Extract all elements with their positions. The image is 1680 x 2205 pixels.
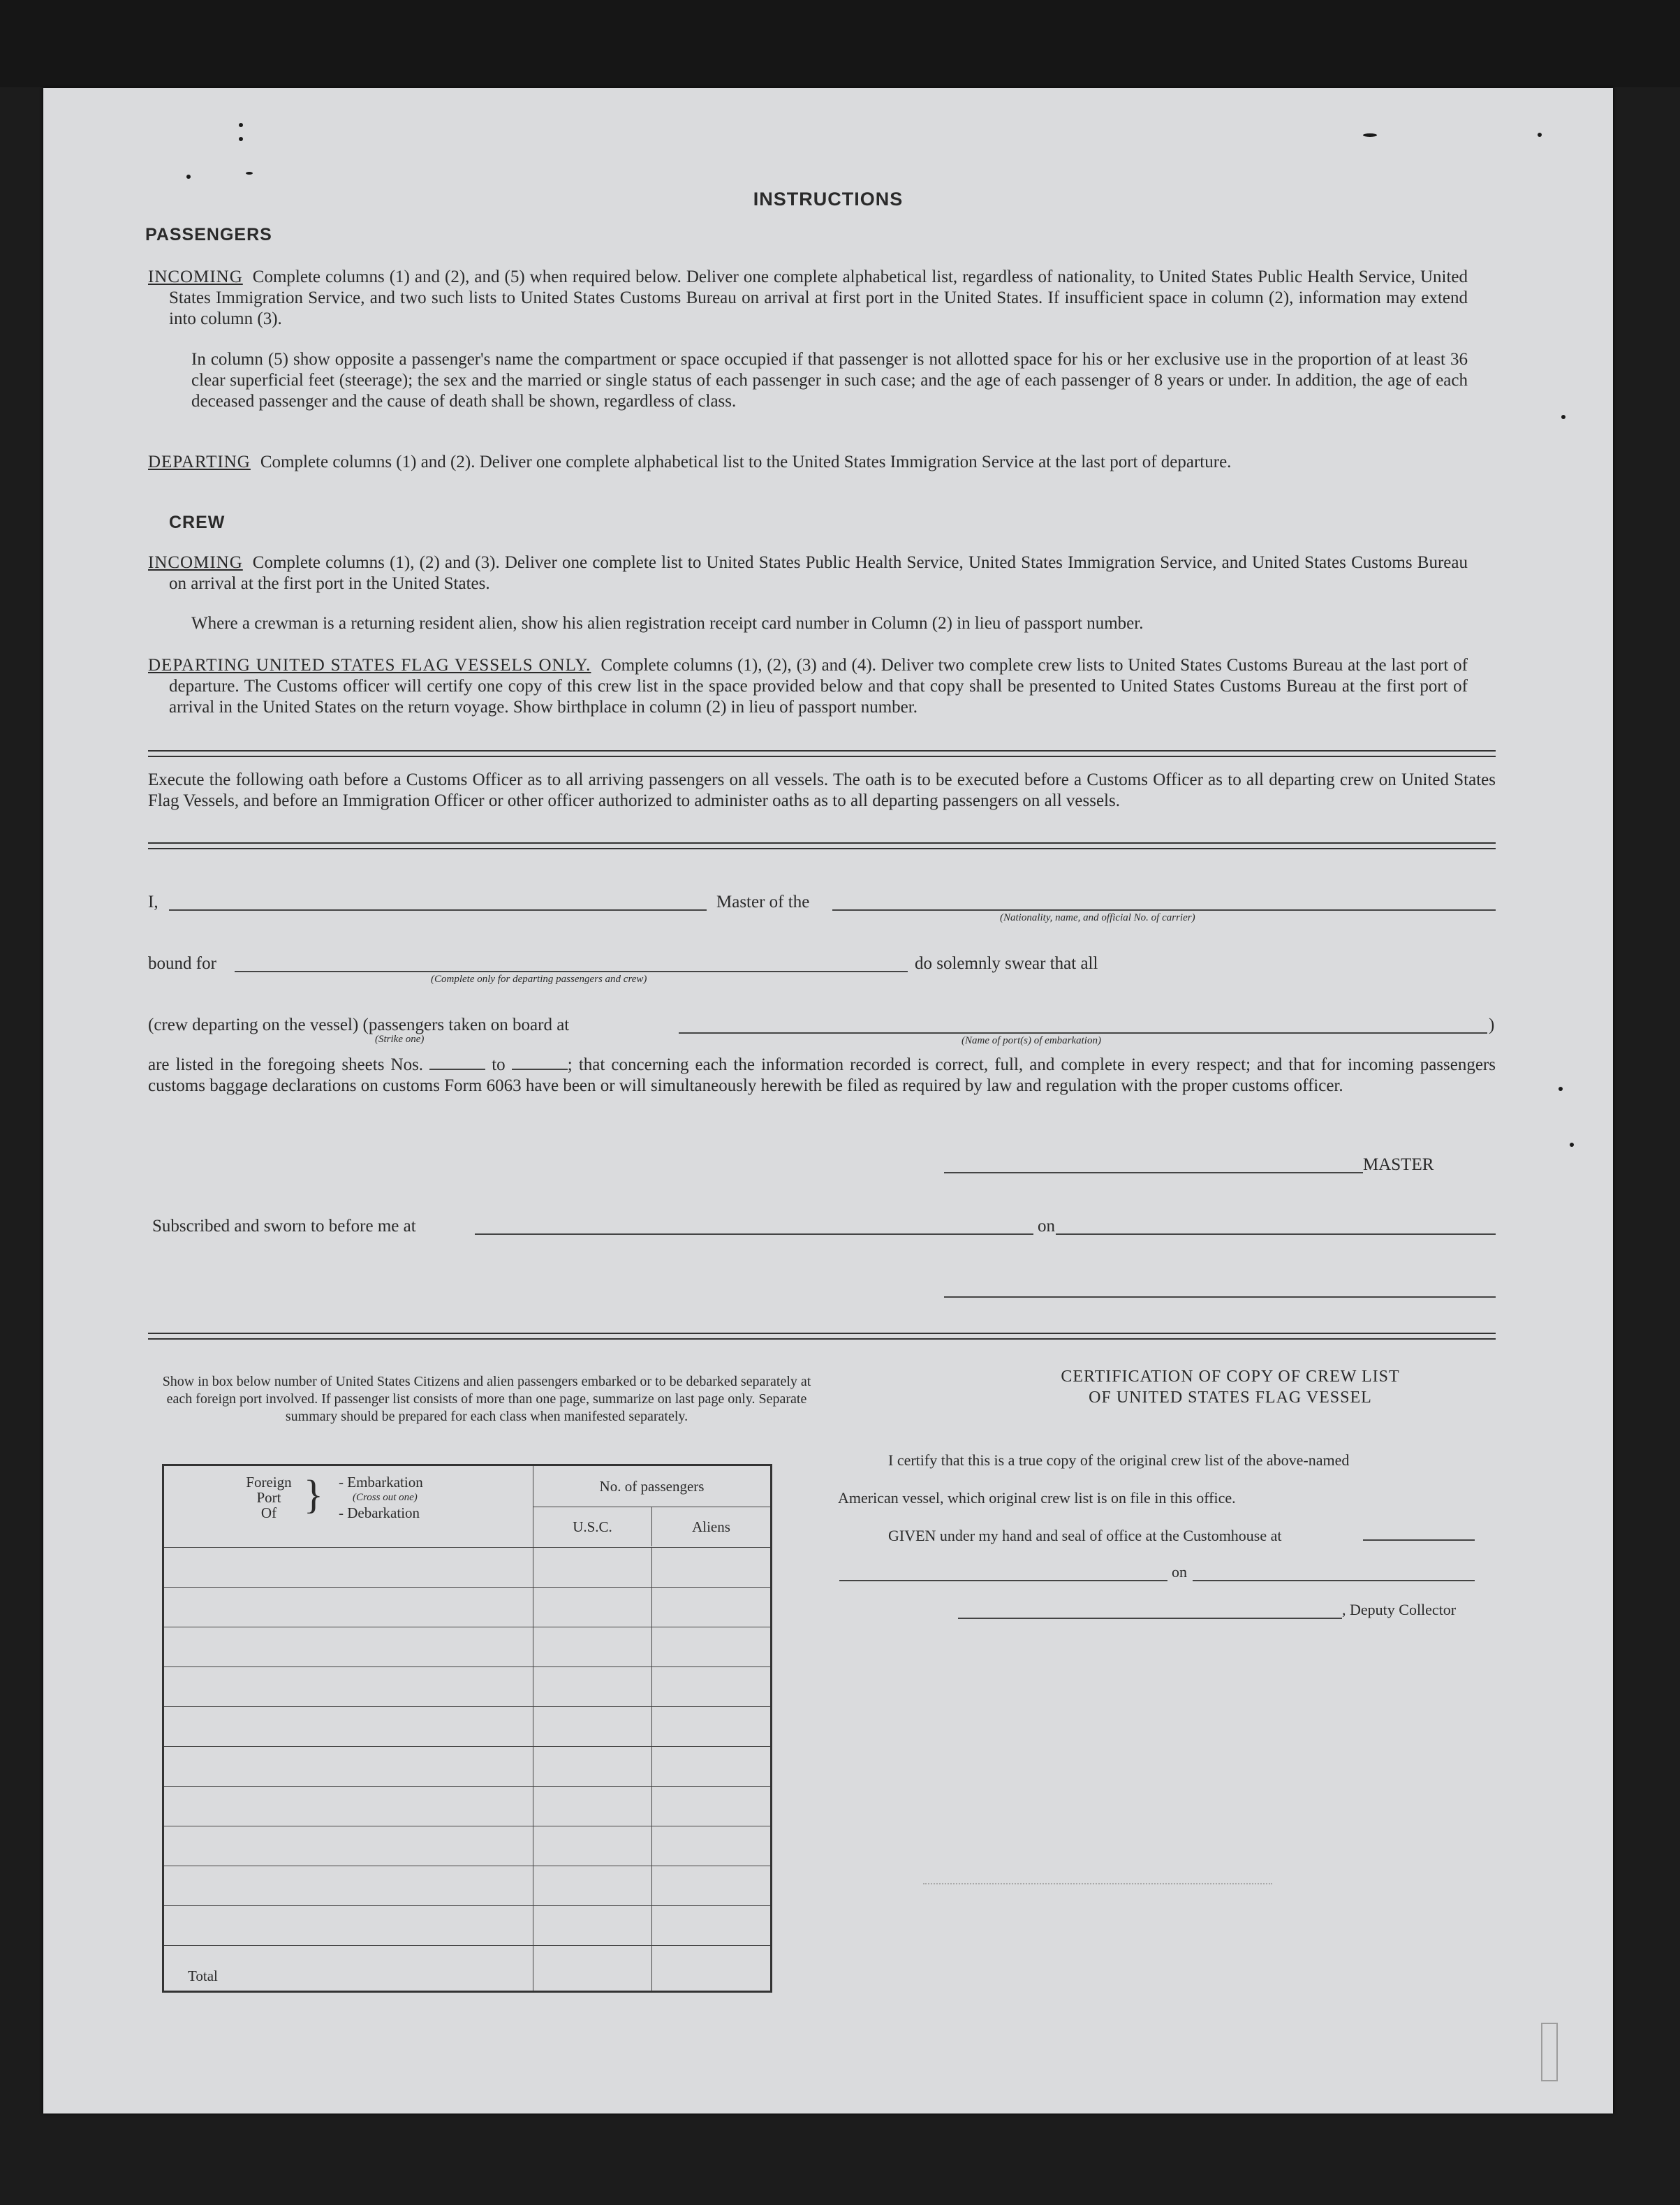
oath-i-label: I, [148, 893, 159, 911]
usc-cell[interactable] [533, 1707, 652, 1747]
usc-cell[interactable] [533, 1667, 652, 1707]
double-rule [148, 750, 1496, 757]
usc-cell[interactable] [533, 1627, 652, 1667]
deputy-signature-field[interactable] [958, 1618, 1342, 1619]
master-signature-field[interactable] [944, 1172, 1363, 1173]
port-cell[interactable] [163, 1667, 533, 1707]
table-row [163, 1667, 772, 1707]
column5-paragraph: In column (5) show opposite a passenger's name the compartment or space occupied if that passenger is not allotted space for his or her exclusive use in the proportion of at least 36 clear superficial feet (steerage); the sex and the married or single status of each passenger in such case; and the age of each passenger of 8 years or under. In addition, the age of each deceased passenger and the cause of death shall be shown, regardless of class. [191, 350, 1468, 411]
port-cell[interactable] [163, 1747, 533, 1787]
sheet-to-field[interactable] [512, 1069, 568, 1070]
vessel-field[interactable] [832, 909, 1496, 911]
scan-speck [1559, 1087, 1563, 1091]
passengers-heading: PASSENGERS [145, 225, 272, 244]
given-text: GIVEN under my hand and seal of office at the Customhouse at [888, 1527, 1282, 1544]
certification-title-2: OF UNITED STATES FLAG VESSEL [1089, 1389, 1372, 1407]
usc-cell[interactable] [533, 1826, 652, 1866]
aliens-cell[interactable] [651, 1548, 771, 1588]
scan-speck [246, 172, 253, 175]
solemnly-swear-label: do solemnly swear that all [915, 954, 1098, 973]
foreign-port-header [163, 1465, 533, 1548]
passengers-incoming-head: INCOMING [148, 268, 243, 286]
ports-caption: (Name of port(s) of embarkation) [961, 1035, 1101, 1046]
table-row [163, 1747, 772, 1787]
table-row [163, 1627, 772, 1667]
aliens-cell[interactable] [651, 1866, 771, 1906]
sworn-on-label: on [1038, 1217, 1055, 1236]
officer-signature-field[interactable] [944, 1296, 1496, 1298]
port-cell[interactable] [163, 1707, 533, 1747]
aliens-cell[interactable] [651, 1747, 771, 1787]
embarkation-ports-field[interactable] [679, 1032, 1487, 1034]
sworn-place-field[interactable] [475, 1233, 1033, 1235]
oath-intro: Execute the following oath before a Customs Officer as to all arriving passengers on all vessels. The oath is to be executed before a Customs Officer as to all departing crew on United States Flag Vessels, and before an Immigration Officer or other officer authorized to administer oaths as to all departing passengers on all vessels. [148, 770, 1496, 810]
alien-registration-paragraph: Where a crewman is a returning resident alien, show his alien registration receipt card number in Column (2) in lieu of passport number. [191, 614, 1144, 633]
double-rule [148, 842, 1496, 849]
port-cell[interactable] [163, 1906, 533, 1946]
passengers-incoming-text: Complete columns (1) and (2), and (5) when required below. Deliver one complete alphabetical list, regardless of nationality, to United States Public Health Service, United States Immigration Service, and two such lists to United States Customs Bureau on arrival at first port in the United States. If insufficient space in column (2), information may extend into column (3). [169, 268, 1468, 328]
table-row [163, 1707, 772, 1747]
scan-speck [1561, 415, 1565, 419]
sheets-prefix: are listed in the foregoing sheets Nos. [148, 1055, 424, 1074]
nationality-caption: (Nationality, name, and official No. of carrier) [1000, 912, 1195, 923]
bleed-through-mark [923, 1876, 1272, 1884]
of-label: Of [260, 1504, 277, 1521]
customhouse-field[interactable] [1363, 1539, 1475, 1541]
table-row [163, 1866, 772, 1906]
closing-paren: ) [1489, 1016, 1495, 1034]
certification-title-1: CERTIFICATION OF COPY OF CREW LIST [1061, 1368, 1400, 1386]
port-cell[interactable] [163, 1627, 533, 1667]
deputy-collector-label: , Deputy Collector [1342, 1601, 1457, 1618]
aliens-cell[interactable] [651, 1588, 771, 1627]
table-row [163, 1826, 772, 1866]
cross-out-caption: (Cross out one) [353, 1492, 418, 1503]
brace-icon: } [304, 1472, 323, 1517]
port-cell[interactable] [163, 1866, 533, 1906]
master-name-field[interactable] [169, 909, 707, 911]
crew-departing-paragraph [148, 655, 1468, 718]
sheet-from-field[interactable] [429, 1069, 485, 1070]
table-row [163, 1588, 772, 1627]
port-label: Port [256, 1489, 281, 1506]
no-of-passengers-label: No. of passengers [533, 1466, 770, 1507]
instructions-title: INSTRUCTIONS [753, 189, 904, 210]
usc-cell[interactable] [533, 1866, 652, 1906]
strike-one-caption: (Strike one) [375, 1034, 425, 1045]
usc-cell[interactable] [533, 1747, 652, 1787]
scan-speck [239, 137, 243, 141]
certify-text: I certify that this is a true copy of the original crew list of the above-named [888, 1451, 1350, 1469]
passengers-departing-text: Complete columns (1) and (2). Deliver one complete alphabetical list to the United States Immigration Service at the last port of departure. [260, 453, 1232, 471]
table-body [163, 1548, 772, 1946]
passenger-summary-table [162, 1464, 772, 1993]
certification-on-label: on [1172, 1563, 1187, 1581]
passengers-departing-paragraph [148, 452, 1468, 473]
aliens-cell[interactable] [651, 1627, 771, 1667]
crew-departing-label: (crew departing on the vessel) (passengers taken on board at [148, 1016, 570, 1034]
crew-incoming-paragraph [148, 552, 1468, 594]
sworn-date-field[interactable] [1056, 1233, 1496, 1235]
certification-place-field[interactable] [839, 1580, 1167, 1581]
table-header-row [163, 1465, 772, 1548]
debarkation-option[interactable]: - Debarkation [339, 1504, 420, 1521]
port-cell[interactable] [163, 1826, 533, 1866]
bound-for-field[interactable] [235, 971, 908, 972]
aliens-cell[interactable] [651, 1667, 771, 1707]
port-cell[interactable] [163, 1548, 533, 1588]
total-aliens-cell[interactable] [651, 1946, 771, 1992]
scanner-background [0, 0, 1680, 87]
sheets-to-label: to [492, 1055, 506, 1074]
total-label: Total [163, 1946, 533, 1992]
aliens-cell[interactable] [651, 1826, 771, 1866]
port-cell[interactable] [163, 1588, 533, 1627]
usc-cell[interactable] [533, 1906, 652, 1946]
table-row [163, 1787, 772, 1826]
master-label: MASTER [1363, 1155, 1434, 1174]
aliens-cell[interactable] [651, 1787, 771, 1826]
scan-speck [1570, 1143, 1574, 1147]
scan-speck [239, 123, 243, 127]
port-cell[interactable] [163, 1787, 533, 1826]
aliens-cell[interactable] [651, 1707, 771, 1747]
crew-departing-head: DEPARTING UNITED STATES FLAG VESSELS ONLY. [148, 656, 591, 675]
scan-speck [186, 175, 191, 179]
usc-cell[interactable] [533, 1787, 652, 1826]
aliens-cell[interactable] [651, 1906, 771, 1946]
bound-for-label: bound for [148, 954, 216, 973]
crew-departing-text: Complete columns (1), (2), (3) and (4). Deliver two complete crew lists to United States Customs Bureau at the last port of departure. The Customs officer will certify one copy of this crew list in the space provided below and that copy shall be presented to United States Customs Bureau at the first port of arrival in the United States on the return voyage. Show birthplace in column (2) in lieu of passport number. [169, 656, 1468, 717]
master-of-the-label: Master of the [716, 893, 810, 911]
certification-date-field[interactable] [1193, 1580, 1475, 1581]
subscribed-label: Subscribed and sworn to before me at [152, 1217, 416, 1236]
scan-speck [1363, 133, 1377, 137]
embarkation-option[interactable]: - Embarkation [339, 1474, 423, 1490]
passengers-departing-head: DEPARTING [148, 453, 251, 471]
bleed-through-mark [1541, 2023, 1558, 2081]
passengers-incoming-paragraph [148, 267, 1468, 330]
total-usc-cell[interactable] [533, 1946, 652, 1992]
scan-speck [1538, 133, 1542, 137]
american-vessel-text: American vessel, which original crew list is on file in this office. [838, 1489, 1236, 1507]
crew-incoming-text: Complete columns (1), (2) and (3). Deliver one complete list to United States Public Health Service, United States Immigration Service, and United States Customs Bureau on arrival at the first port in the United States. [169, 553, 1468, 593]
total-row [163, 1946, 772, 1992]
aliens-column-header: Aliens [692, 1518, 730, 1535]
summary-box-note: Show in box below number of United States Citizens and alien passengers embarked or to be debarked separately at each foreign port involved. If passenger list consists of more than one page, summarize on last page only. Separate summary should be prepared for each class when manifested separately. [162, 1374, 811, 1424]
crew-heading: CREW [169, 513, 226, 532]
foreign-label: Foreign [246, 1474, 292, 1490]
passengers-count-header [533, 1465, 772, 1548]
double-rule [148, 1333, 1496, 1340]
table-row [163, 1548, 772, 1588]
sheets-paragraph [148, 1055, 1496, 1097]
document-page [43, 88, 1613, 2114]
usc-cell[interactable] [533, 1588, 652, 1627]
table-row [163, 1906, 772, 1946]
sheets-suffix: ; that concerning each the information recorded is correct, full, and complete in every respect; and that for incoming passengers customs baggage declarations on customs Form 6063 have been or will simultaneously herewith be filed as required by law and regulation with the proper customs officer. [148, 1055, 1496, 1095]
usc-cell[interactable] [533, 1548, 652, 1588]
usc-column-header: U.S.C. [533, 1507, 652, 1546]
bound-for-caption: (Complete only for departing passengers and crew) [431, 974, 647, 985]
crew-incoming-head: INCOMING [148, 553, 243, 572]
